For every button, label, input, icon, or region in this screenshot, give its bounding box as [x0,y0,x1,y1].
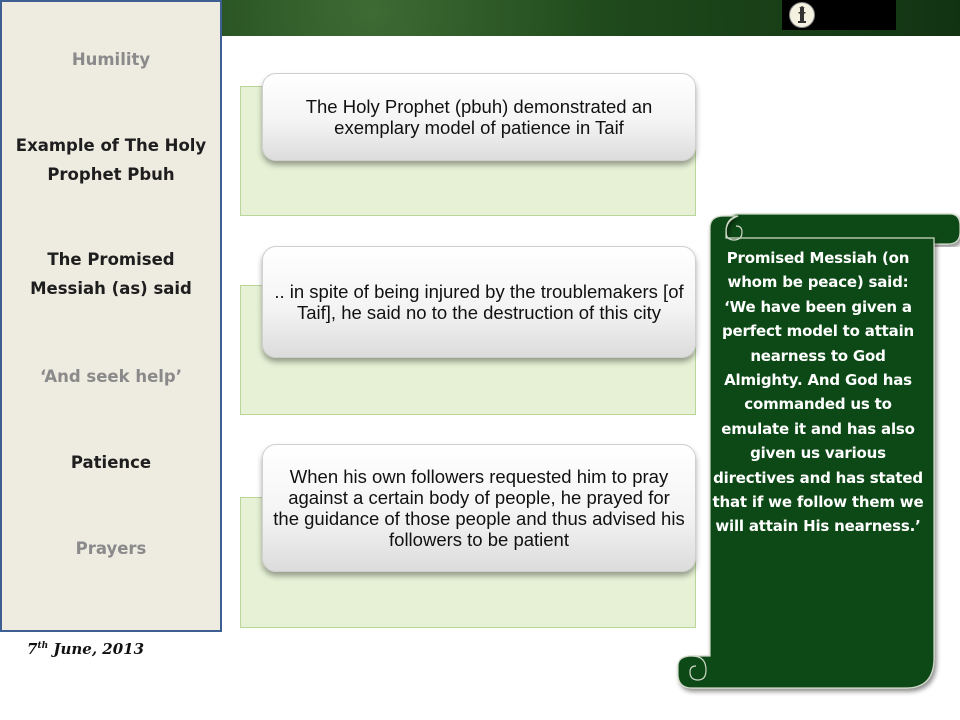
minaret-logo-icon [789,2,815,28]
content-box-3: When his own followers requested him to pray against a certain body of people, he prayed for the guidance of those people and thus advised his followers to be patient [262,444,696,572]
sidebar-item-promised-messiah-said[interactable]: The Promised Messiah (as) said [30,250,192,298]
sidebar-item-seek-help[interactable]: ‘And seek help’ [39,367,183,386]
content-box-2: .. in spite of being injured by the troublemakers [of Taif], he said no to the destruction of this city [262,246,696,358]
sidebar-item-humility[interactable]: Humility [71,50,151,69]
sidebar-item-patience[interactable]: Patience [70,453,152,472]
sidebar [0,0,222,632]
date-label: 7th June, 2013 [27,640,145,658]
quote-scroll [672,210,960,698]
quote-text: Promised Messiah (on whom be peace) said: ‘We have been given a perfect model to attain nearness to God Almighty. And God has commanded us to emulate it and has also given us various directives and has stated that if we follow them we will attain His nearness.’ [712,249,924,536]
content-box-1: The Holy Prophet (pbuh) demonstrated an exemplary model of patience in Taif [262,73,696,161]
logo-box [782,0,896,30]
sidebar-item-example-holy-prophet[interactable]: Example of The Holy Prophet Pbuh [15,136,207,184]
sidebar-item-prayers[interactable]: Prayers [75,539,147,558]
